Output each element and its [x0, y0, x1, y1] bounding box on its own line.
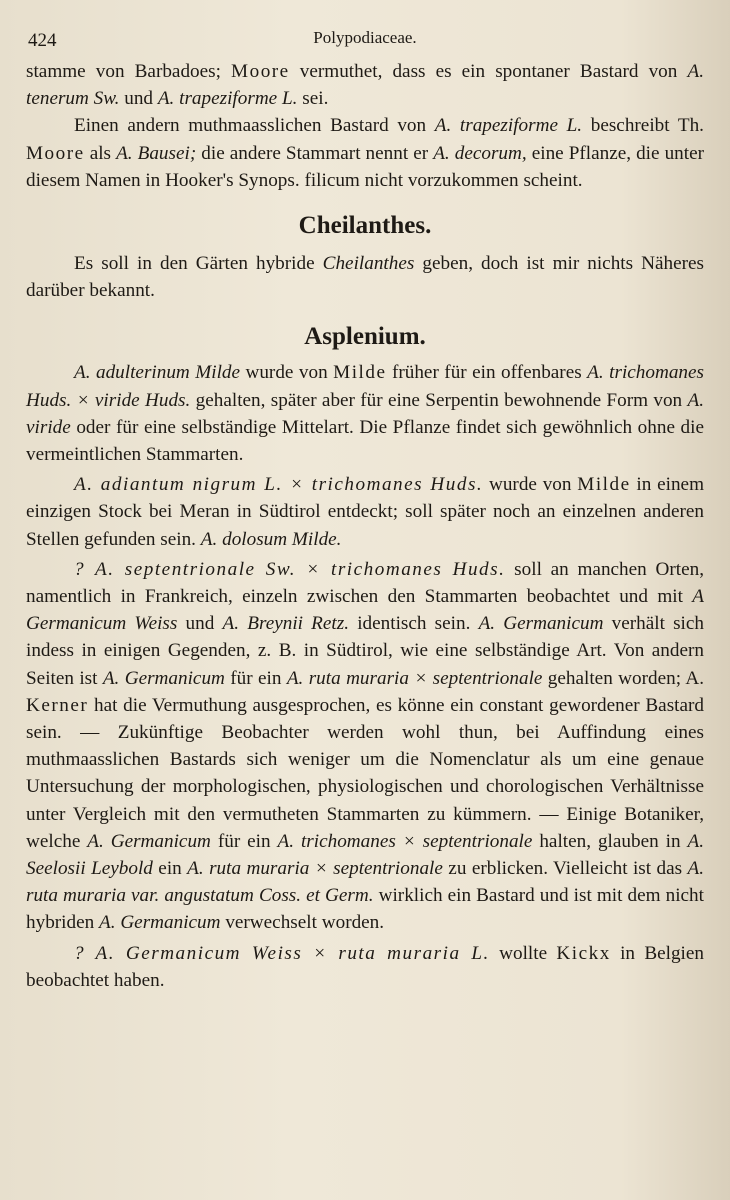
heading-asplenium: Asplenium. [304, 323, 426, 351]
paragraph-cheilanthes: Es soll in den Gärten hybride Cheilanthes geben, doch ist mir nichts Näheres darüber bekannt. [26, 253, 704, 302]
author-name: Moore [26, 142, 85, 164]
author-name: Milde [577, 474, 631, 496]
page-header [26, 28, 704, 58]
paragraph-germanicum: ? A. Germanicum Weiss × ruta muraria L. wollte Kickx in Belgien beobachtet haben. [26, 942, 704, 991]
species-name: ? A. septentrionale Sw. × trichomanes Huds. [74, 558, 506, 580]
species-name: A. tenerum Sw. [26, 61, 704, 110]
species-name: ? A. Germanicum Weiss × ruta muraria L. [74, 942, 490, 964]
species-name: A. viride [26, 389, 704, 438]
species-name: A. Germanicum [99, 912, 221, 934]
page-number: 424 [28, 30, 57, 51]
species-name: A. Seelosii Leybold [26, 830, 704, 880]
species-name: A. ruta muraria var. angustatum Coss. et Germ. [26, 858, 704, 907]
author-name: Moore [231, 61, 290, 82]
species-name: A. trapeziforme L. [434, 115, 583, 137]
paragraph-adulterinum: A. adulterinum Milde wurde von Milde früher für ein offenbares A. trichomanes Huds. × viride Huds. gehalten, später aber für eine Serpentin bewohnende Form von A. viride oder für eine selbständige Mittelart. Die Pflanze findet sich gewöhnlich ohne die vermeintlichen Stammarten. [26, 362, 705, 466]
page-body [26, 58, 704, 994]
species-name: A. trichomanes Huds. × viride Huds. [26, 362, 705, 411]
author-name: Milde [333, 362, 387, 384]
paragraph-septentrionale: ? A. septentrionale Sw. × trichomanes Huds. soll an manchen Orten, namentlich in Frankreich, einzeln zwischen den Stammarten beobachtet und mit A Germanicum Weiss und A. Breynii Retz. identisch sein. A. Germanicum verhält sich indess in einigen Gegenden, z. B. in Südtirol, wie eine selbständige Art. Von andern Seiten ist A. Germanicum für ein A. ruta muraria × septentrionale gehalten worden; A. Kerner hat die Vermuthung ausgesprochen, es könne ein constant gewordener Bastard sein. — Zukünftige Beobachter werden wohl thun, bei Auffindung eines muthmaasslichen Bastards sich weniger um die Nomenclatur als um eine genaue Untersuchung der morphologischen, physiologischen und chorologischen Verhältnisse unter Vergleich mit den vermutheten Stammarten zu kümmern. — Einige Botaniker, welche A. Germanicum für ein A. trichomanes × septentrionale halten, glauben in A. Seelosii Leybold ein A. ruta muraria × septentrionale zu erblicken. Vielleicht ist das A. ruta muraria var. angustatum Coss. et Germ. wirklich ein Bastard und ist mit dem nicht hybriden A. Germanicum verwechselt worden. [26, 558, 705, 934]
species-name: A. trapeziforme L. [157, 88, 298, 110]
species-name: A. Bausei; [116, 142, 197, 164]
paragraph-barbadoes: stamme von Barbadoes; Moore vermuthet, dass es ein spontaner Bastard von A. tenerum Sw. und A. trapeziforme L. sei. [26, 61, 704, 110]
heading-cheilanthes: Cheilanthes. [298, 212, 432, 240]
paragraph-bausei: Einen andern muthmaasslichen Bastard von A. trapeziforme L. beschreibt Th. Moore als A. Bausei; die andere Stammart nennt er A. decorum, eine Pflanze, die unter diesem Namen in Hooker's Synops. filicum nicht vorzukommen scheint. [26, 115, 704, 191]
genus-name: Cheilanthes [322, 253, 415, 275]
species-name: A. adiantum nigrum L. × trichomanes Huds. [74, 474, 484, 496]
species-name: A. Germanicum [102, 667, 225, 689]
author-name: Kickx [556, 942, 611, 964]
species-name: A. adulterinum Milde [74, 362, 241, 384]
species-name: A Germanicum Weiss [26, 586, 704, 635]
running-head: Polypodiaceae. [313, 28, 417, 47]
author-name: Kerner [26, 694, 89, 716]
species-name: A. ruta muraria × septentrionale [187, 858, 443, 880]
species-name: A. Germanicum [87, 830, 211, 852]
species-name: A. trichomanes × septentrionale [277, 830, 533, 852]
species-name: A. Breynii Retz. [222, 613, 350, 635]
species-name: A. decorum, [433, 142, 527, 164]
species-name: A. Germanicum [478, 613, 604, 635]
species-name: A. ruta muraria × septentrionale [286, 667, 543, 689]
species-name: A. dolosum Milde. [200, 528, 342, 550]
paragraph-adiantum: A. adiantum nigrum L. × trichomanes Huds. wurde von Milde in einem einzigen Stock bei Meran in Südtirol entdeckt; soll später noch an einzelnen anderen Stellen gefunden sein. A. dolosum Milde. [26, 474, 704, 550]
